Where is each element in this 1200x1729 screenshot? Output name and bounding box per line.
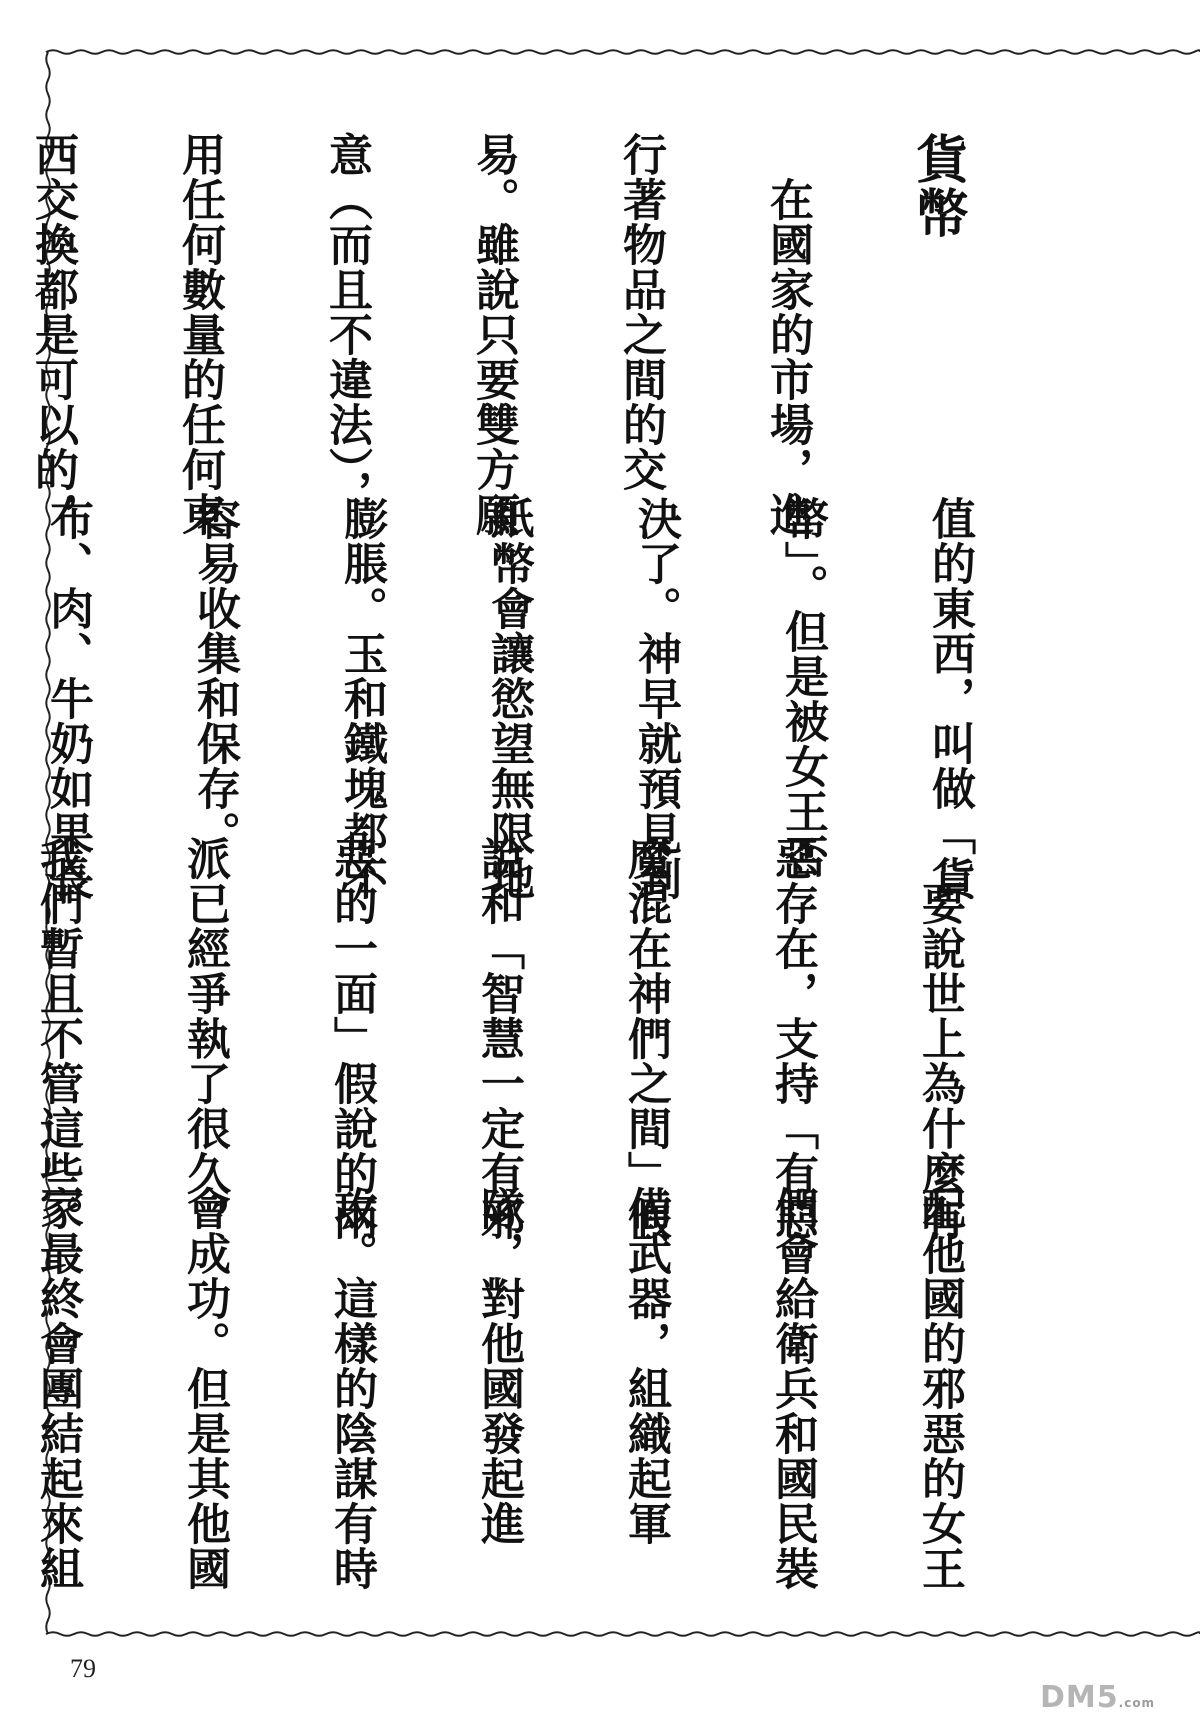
text-line: 會成功。但是其他國	[179, 1186, 230, 1591]
text-line: 紙幣會讓慾望無限地	[483, 496, 534, 901]
text-line: 意（而且不違法），	[321, 132, 372, 515]
text-line: 惡存在，支持「有惡	[767, 836, 818, 1241]
text-line: 易。雖說只要雙方願	[468, 132, 519, 537]
text-line: 值的東西，叫做「貨	[924, 496, 975, 901]
text-tier-1	[27, 132, 1062, 544]
text-line: 們會給衛兵和國民裝	[767, 1186, 818, 1591]
text-line: 布、肉、牛奶如果長	[42, 496, 93, 901]
text-tier-4	[32, 1186, 1062, 1598]
text-line: 用任何數量的任何東	[174, 132, 225, 537]
text-line: 西交換都是可以的，	[27, 132, 78, 537]
text-line: 容易收集和保存。	[189, 496, 240, 856]
watermark-logo	[1040, 1680, 1190, 1720]
text-line: 說和「智慧一定有邪	[473, 836, 524, 1241]
text-line: 備武器，組織起軍	[620, 1186, 671, 1546]
section-heading-currency: 貨幣	[907, 132, 968, 240]
page-number: 79	[70, 1654, 96, 1683]
text-line: 家最終會團結起來組	[32, 1186, 83, 1591]
text-line: 我們暫且不管這些。	[32, 836, 83, 1241]
text-line: 派已經爭執了很久，	[179, 836, 230, 1241]
text-line: 行著物品之間的交	[615, 132, 666, 492]
text-line: 決了。神早就預見到	[630, 496, 681, 901]
text-line: 惡的一面」假說的兩	[326, 836, 377, 1241]
text-line: 魔混在神們之間」假	[620, 836, 671, 1241]
text-line: 在國家的市場，進	[762, 132, 813, 537]
border-top	[46, 50, 1200, 54]
text-line: 幣」。但是被女王否	[777, 496, 828, 879]
border-bottom	[46, 1632, 1200, 1636]
text-line: 隊，對他國發起進	[473, 1186, 524, 1546]
text-line: 要說世上為什麼有	[914, 836, 965, 1241]
text-line: 攻。這樣的陰謀有時	[326, 1186, 377, 1591]
watermark-sub: .com	[1118, 1696, 1156, 1710]
watermark-main: DM5	[1040, 1680, 1119, 1715]
text-line: 配他國的邪惡的女王	[914, 1186, 965, 1591]
text-line: 膨脹。玉和鐵塊都不	[336, 496, 387, 901]
